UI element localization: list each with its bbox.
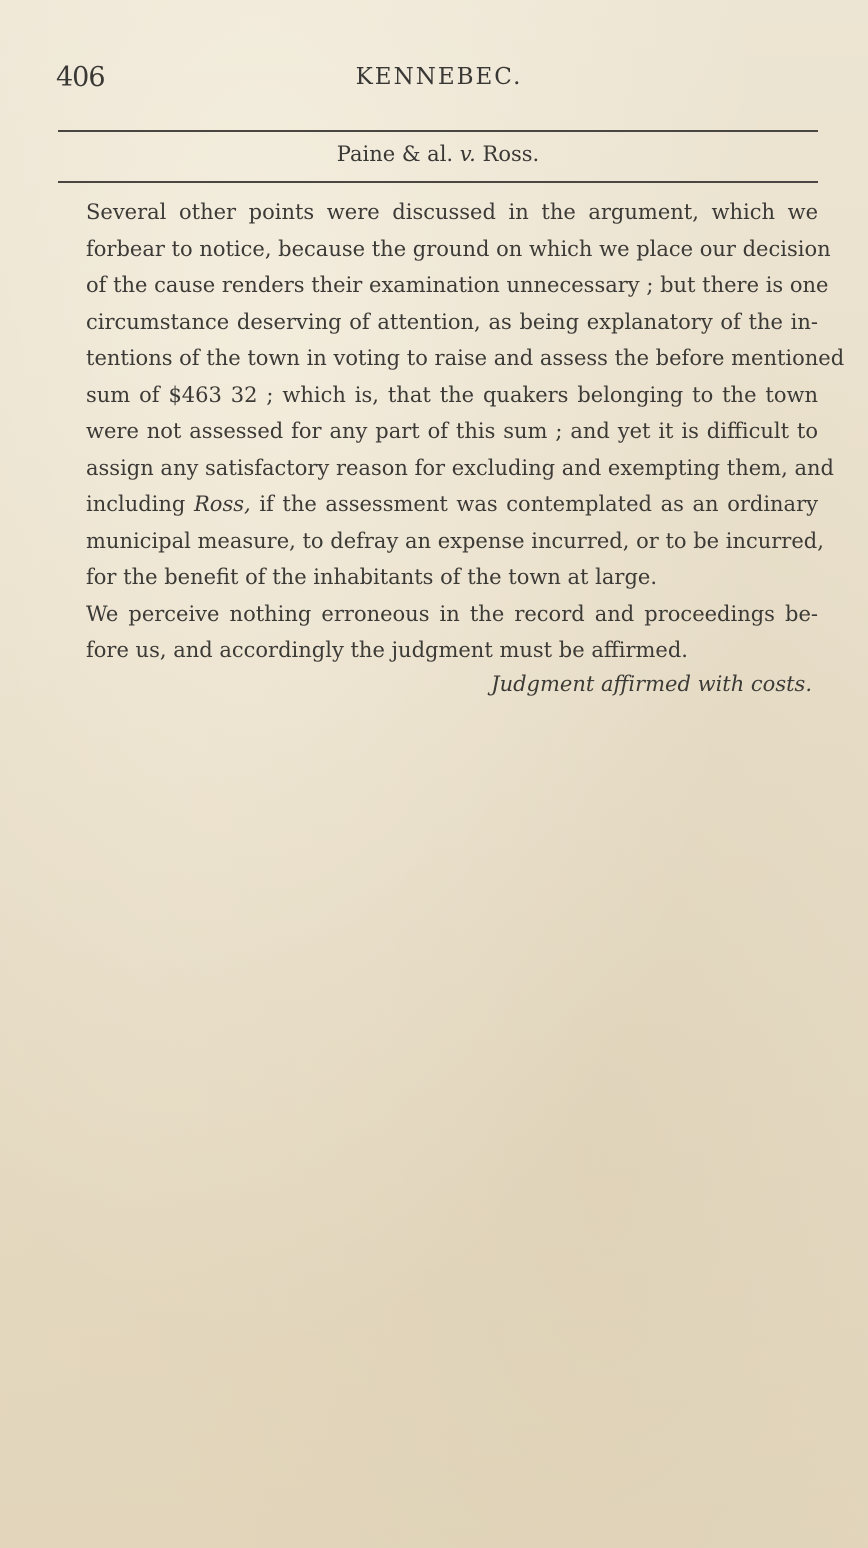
body-text <box>52 194 845 669</box>
paragraph-2 <box>52 596 818 669</box>
text-line: of the cause renders their examination unnecessary ; but there is one <box>86 273 829 297</box>
text-line: fore us, and accordingly the judgment must be affirmed. <box>86 638 688 662</box>
text-segment: including <box>86 492 186 516</box>
party-name: Ross, <box>194 492 251 516</box>
text-line <box>52 486 818 523</box>
versus: v. <box>459 142 476 166</box>
defendant: Ross. <box>482 142 540 166</box>
page-header <box>56 62 822 102</box>
text-line: assign any satisfactory reason for excluding and exempting them, and <box>86 455 834 480</box>
text-segment: if the assessment was contemplated as an ordinary <box>259 492 818 516</box>
text-line: We perceive nothing erroneous in the record and proceedings be- <box>86 601 818 626</box>
bottom-rule <box>58 181 818 183</box>
text-line: circumstance deserving of attention, as being explanatory of the in- <box>86 309 818 334</box>
judgment-line: Judgment affirmed with costs. <box>491 672 812 696</box>
text-line: Several other points were discussed in the argument, which we <box>86 200 818 224</box>
text-line: sum of $463 32 ; which is, that the quakers belonging to the town <box>86 382 818 407</box>
text-line: were not assessed for any part of this sum ; and yet it is difficult to <box>86 419 818 443</box>
text-line: forbear to notice, because the ground on which we place our decision <box>86 236 831 261</box>
page-number: 406 <box>56 62 105 93</box>
running-head: KENNEBEC. <box>355 64 523 90</box>
text-line: for the benefit of the inhabitants of the town at large. <box>86 565 657 589</box>
top-rule <box>58 130 818 132</box>
text-line: municipal measure, to defray an expense incurred, or to be incurred, <box>86 528 824 553</box>
text-line: tentions of the town in voting to raise and assess the before mentioned <box>86 346 845 370</box>
case-title <box>58 142 818 166</box>
paragraph-1 <box>52 194 845 596</box>
plaintiff: Paine & al. <box>336 142 454 166</box>
